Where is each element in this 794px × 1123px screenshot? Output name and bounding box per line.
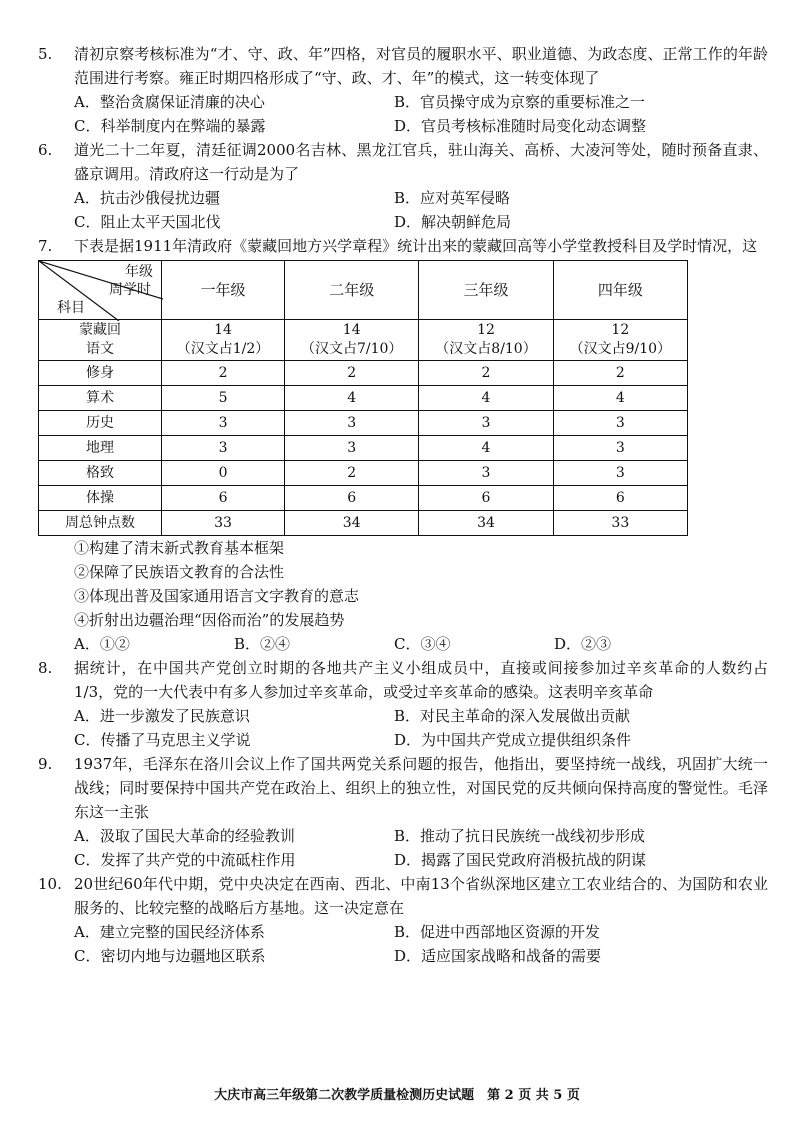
options [74, 824, 768, 872]
question-5 [38, 42, 768, 138]
question-stem: 20世纪60年代中期，党中央决定在西南、西北、中南13个省纵深地区建立工农业结合的、为国防和农业服务的、比较完整的战略后方基地。这一决定意在 [74, 875, 768, 917]
statement-3: ③体现出普及国家通用语言文字教育的意志 [74, 587, 360, 605]
table-cell: 4 [419, 386, 553, 411]
table-row [39, 486, 688, 511]
table-cell: 3 [285, 436, 419, 461]
table-cell: 6 [419, 486, 553, 511]
exam-page [38, 42, 768, 968]
table-cell: 34 [419, 511, 553, 536]
row-header: 修身 [39, 361, 162, 386]
option-b[interactable]: B．推动了抗日民族统一战线初步形成 [394, 827, 646, 845]
question-stem: 据统计，在中国共产党创立时期的各地共产主义小组成员中，直接或间接参加过辛亥革命的人数约占1/3，党的一大代表中有多人参加过辛亥革命，或受过辛亥革命的感染。这表明辛亥革命 [74, 659, 768, 701]
question-number: 9. [38, 755, 53, 773]
options [74, 704, 768, 752]
option-b[interactable]: B．应对英军侵略 [394, 189, 511, 207]
row-header: 体操 [39, 486, 162, 511]
table-cell: 3 [553, 461, 687, 486]
option-c[interactable]: C．传播了马克思主义学说 [74, 731, 251, 749]
table-cell [419, 320, 553, 361]
cell-note: （汉文占7/10） [300, 341, 403, 357]
subject-line: 语文 [86, 341, 114, 357]
table-row [39, 411, 688, 436]
row-header: 周总钟点数 [39, 511, 162, 536]
table-cell: 3 [419, 411, 553, 436]
option-b[interactable]: B．促进中西部地区资源的开发 [394, 923, 601, 941]
option-a[interactable]: A．整治贪腐保证清廉的决心 [74, 93, 265, 111]
question-10 [38, 872, 768, 968]
table-cell: 33 [162, 511, 285, 536]
table-cell: 3 [553, 411, 687, 436]
table-cell: 33 [553, 511, 687, 536]
option-d[interactable]: D．揭露了国民党政府消极抗战的阴谋 [394, 851, 647, 869]
option-b[interactable]: B．对民主革命的深入发展做出贡献 [394, 707, 631, 725]
option-d[interactable]: D．官员考核标准随时局变化动态调整 [394, 117, 647, 135]
row-header: 地理 [39, 436, 162, 461]
question-number: 8. [38, 659, 53, 677]
options [74, 186, 768, 234]
question-number: 7. [38, 237, 53, 255]
table-cell: 34 [285, 511, 419, 536]
cell-note: （汉文占1/2） [176, 341, 270, 357]
option-a[interactable]: A．进一步激发了民族意识 [74, 707, 250, 725]
cell-note: （汉文占8/10） [435, 341, 537, 357]
table-cell [285, 320, 419, 361]
table-cell: 2 [285, 361, 419, 386]
question-6 [38, 138, 768, 234]
option-a[interactable]: A．抗击沙俄侵扰边疆 [74, 189, 220, 207]
options [74, 632, 768, 656]
cell-note: （汉文占9/10） [569, 341, 672, 357]
option-a[interactable]: A．建立完整的国民经济体系 [74, 923, 265, 941]
question-number: 6. [38, 141, 53, 159]
table-row [39, 461, 688, 486]
option-d[interactable]: D．适应国家战略和战备的需要 [394, 947, 602, 965]
table-cell [162, 320, 285, 361]
column-header: 二年级 [285, 261, 419, 320]
statement-1: ①构建了清末新式教育基本框架 [74, 539, 285, 557]
column-header: 三年级 [419, 261, 553, 320]
subject-line: 蒙藏回 [79, 322, 121, 338]
options [74, 90, 768, 138]
option-d[interactable]: D．为中国共产党成立提供组织条件 [394, 731, 632, 749]
table-cell: 4 [285, 386, 419, 411]
statement-4: ④折射出边疆治理“因俗而治”的发展趋势 [74, 611, 345, 629]
option-c[interactable]: C．发挥了共产党的中流砥柱作用 [74, 851, 296, 869]
question-8 [38, 656, 768, 752]
option-b[interactable]: B．②④ [234, 635, 291, 653]
question-stem: 道光二十二年夏，清廷征调2000名吉林、黑龙江官兵，驻山海关、高桥、大凌河等处，随时预备直隶、盛京调用。清政府这一行动是为了 [74, 141, 768, 183]
table-row [39, 511, 688, 536]
table-cell: 5 [162, 386, 285, 411]
question-number: 5. [38, 45, 53, 63]
option-c[interactable]: C．科举制度内在弊端的暴露 [74, 117, 266, 135]
option-a[interactable]: A．汲取了国民大革命的经验教训 [74, 827, 295, 845]
cell-value: 12 [611, 322, 630, 338]
cell-value: 12 [477, 322, 495, 338]
table-cell: 6 [285, 486, 419, 511]
table-cell: 4 [419, 436, 553, 461]
corner-label-grade: 年级 [125, 264, 153, 280]
table-cell: 2 [553, 361, 687, 386]
cell-value: 14 [342, 322, 361, 338]
curriculum-table [38, 260, 688, 536]
cell-value: 14 [214, 322, 232, 338]
column-header: 四年级 [553, 261, 687, 320]
column-header: 一年级 [162, 261, 285, 320]
question-stem: 下表是据1911年清政府《蒙藏回地方兴学章程》统计出来的蒙藏回高等小学堂教授科目及学时情况，这 [74, 237, 758, 255]
table-cell: 3 [162, 436, 285, 461]
page-footer: 大庆市高三年级第二次教学质量检测历史试题 第 2 页 共 5 页 [214, 1088, 580, 1103]
options [74, 920, 768, 968]
question-stem: 1937年，毛泽东在洛川会议上作了国共两党关系问题的报告，他指出，要坚持统一战线，巩固扩大统一战线；同时要保持中国共产党在政治上、组织上的独立性，对国民党的反共倾向保持高度的警觉性。毛泽东这一主张 [74, 755, 768, 821]
row-header: 历史 [39, 411, 162, 436]
table-row [39, 386, 688, 411]
table-cell [553, 320, 687, 361]
table-header-row [39, 261, 688, 320]
corner-label-hours: 周学时 [109, 282, 151, 298]
question-9 [38, 752, 768, 872]
question-number: 10. [38, 875, 62, 893]
question-stem: 清初京察考核标准为“才、守、政、年”四格，对官员的履职水平、职业道德、为政态度、正常工作的年龄范围进行考察。雍正时期四格形成了“守、政、才、年”的模式，这一转变体现了 [74, 45, 768, 87]
row-header: 格致 [39, 461, 162, 486]
table-cell: 3 [162, 411, 285, 436]
option-c[interactable]: C．③④ [394, 635, 451, 653]
table-row [39, 320, 688, 361]
table-cell: 3 [553, 436, 687, 461]
diagonal-header-cell [39, 261, 162, 320]
table-cell: 2 [162, 361, 285, 386]
corner-label-subject: 科目 [57, 300, 85, 316]
table-cell: 0 [162, 461, 285, 486]
question-7 [38, 234, 768, 258]
question-7-choices [38, 536, 768, 656]
table-cell: 6 [162, 486, 285, 511]
table-cell: 2 [285, 461, 419, 486]
table-cell: 2 [419, 361, 553, 386]
row-header: 算术 [39, 386, 162, 411]
table-cell: 3 [285, 411, 419, 436]
table-cell: 4 [553, 386, 687, 411]
table-cell: 3 [419, 461, 553, 486]
option-d[interactable]: D．解决朝鲜危局 [394, 213, 512, 231]
option-d[interactable]: D．②③ [554, 635, 612, 653]
table-row [39, 361, 688, 386]
row-header [39, 320, 162, 361]
table-row [39, 436, 688, 461]
option-c[interactable]: C．阻止太平天国北伐 [74, 213, 221, 231]
statement-2: ②保障了民族语文教育的合法性 [74, 563, 285, 581]
option-c[interactable]: C．密切内地与边疆地区联系 [74, 947, 266, 965]
option-a[interactable]: A．①② [74, 635, 130, 653]
table-cell: 6 [553, 486, 687, 511]
option-b[interactable]: B．官员操守成为京察的重要标准之一 [394, 93, 646, 111]
